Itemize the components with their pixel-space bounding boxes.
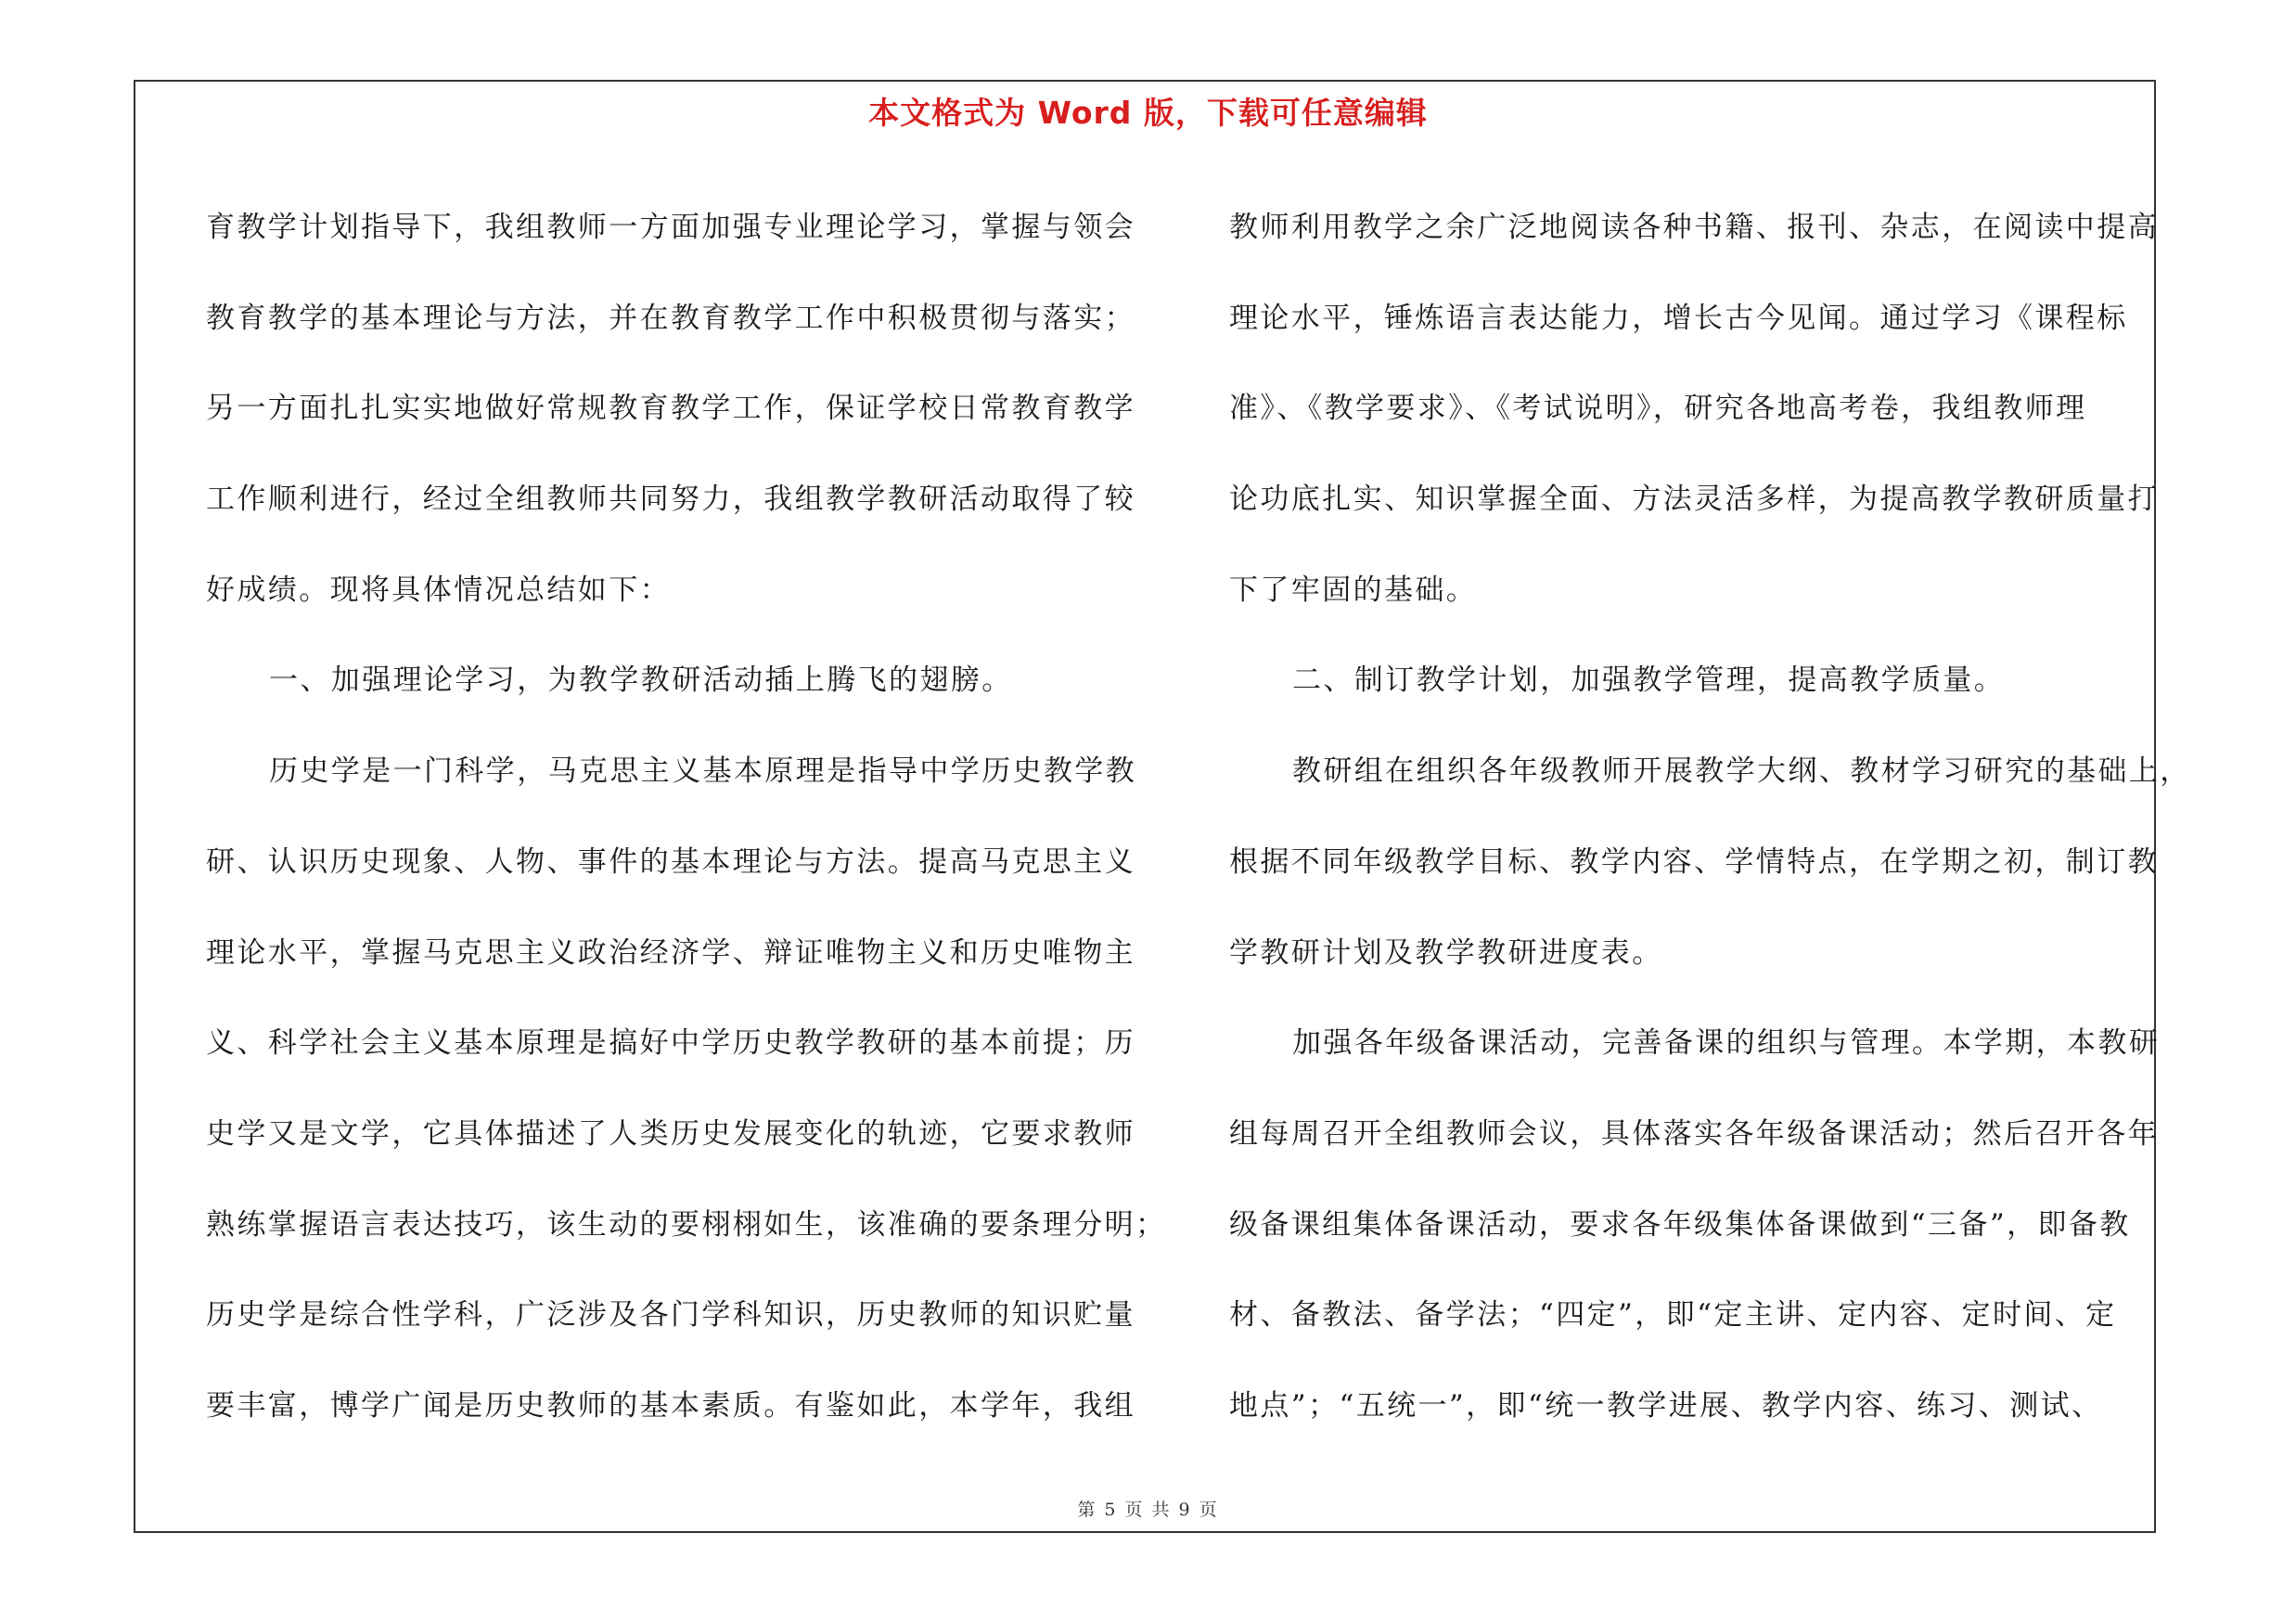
section-heading: 一、加强理论学习，为教学教研活动插上腾飞的翅膀。 [269, 663, 1013, 698]
text-line: 材、备教法、备学法；“四定”，即“定主讲、定内容、定时间、定 [1229, 1298, 2117, 1333]
text-line: 历史学是一门科学，马克思主义基本原理是指导中学历史教学教 [269, 754, 1137, 789]
text-line: 理论水平，掌握马克思主义政治经济学、辩证唯物主义和历史唯物主 [206, 935, 1135, 970]
text-line: 工作顺利进行，经过全组教师共同努力，我组教学教研活动取得了较 [206, 483, 1135, 517]
text-line: 好成绩。现将具体情况总结如下： [206, 573, 671, 607]
page-number: 第 5 页 共 9 页 [1077, 1500, 1219, 1520]
text-line: 下了牢固的基础。 [1229, 573, 1478, 607]
text-line: 学教研计划及教学教研进度表。 [1229, 935, 1663, 970]
text-line: 另一方面扎扎实实地做好常规教育教学工作，保证学校日常教育教学 [206, 392, 1135, 426]
text-line: 史学又是文学，它具体描述了人类历史发展变化的轨迹，它要求教师 [206, 1116, 1135, 1151]
text-line: 教研组在组织各年级教师开展教学大纲、教材学习研究的基础上， [1292, 754, 2191, 789]
text-line: 根据不同年级教学目标、教学内容、学情特点，在学期之初，制订教 [1229, 844, 2159, 879]
text-line: 地点”；“五统一”，即“统一教学进展、教学内容、练习、测试、 [1229, 1388, 2103, 1423]
text-line: 熟练掌握语言表达技巧，该生动的要栩栩如生，该准确的要条理分明； [206, 1207, 1167, 1242]
right-column [1229, 183, 2191, 1452]
format-banner: 本文格式为 Word 版，下载可任意编辑 [868, 95, 1428, 131]
text-line: 级备课组集体备课活动，要求各年级集体备课做到“三备”，即备教 [1229, 1207, 2131, 1242]
section-heading: 二、制订教学计划，加强教学管理，提高教学质量。 [1292, 663, 2006, 698]
text-line: 教育教学的基本理论与方法，并在教育教学工作中积极贯彻与落实； [206, 301, 1135, 335]
left-column [206, 183, 1167, 1452]
text-line: 要丰富，博学广闻是历史教师的基本素质。有鉴如此，本学年，我组 [206, 1388, 1135, 1423]
text-line: 理论水平，锤炼语言表达能力，增长古今见闻。通过学习《课程标 [1229, 301, 2128, 335]
text-line: 义、科学社会主义基本原理是搞好中学历史教学教研的基本前提；历 [206, 1026, 1135, 1061]
text-line: 准》、《教学要求》、《考试说明》，研究各地高考卷，我组教师理 [1229, 392, 2087, 426]
text-line: 研、认识历史现象、人物、事件的基本理论与方法。提高马克思主义 [206, 844, 1135, 879]
text-line: 论功底扎实、知识掌握全面、方法灵活多样，为提高教学教研质量打 [1229, 483, 2159, 517]
text-line: 组每周召开全组教师会议，具体落实各年级备课活动；然后召开各年 [1229, 1116, 2159, 1151]
text-line: 育教学计划指导下，我组教师一方面加强专业理论学习，掌握与领会 [206, 211, 1135, 244]
text-line: 加强各年级备课活动，完善备课的组织与管理。本学期，本教研 [1292, 1026, 2161, 1061]
text-line: 历史学是综合性学科，广泛涉及各门学科知识，历史教师的知识贮量 [206, 1298, 1135, 1333]
text-line: 教师利用教学之余广泛地阅读各种书籍、报刊、杂志，在阅读中提高 [1229, 211, 2159, 244]
